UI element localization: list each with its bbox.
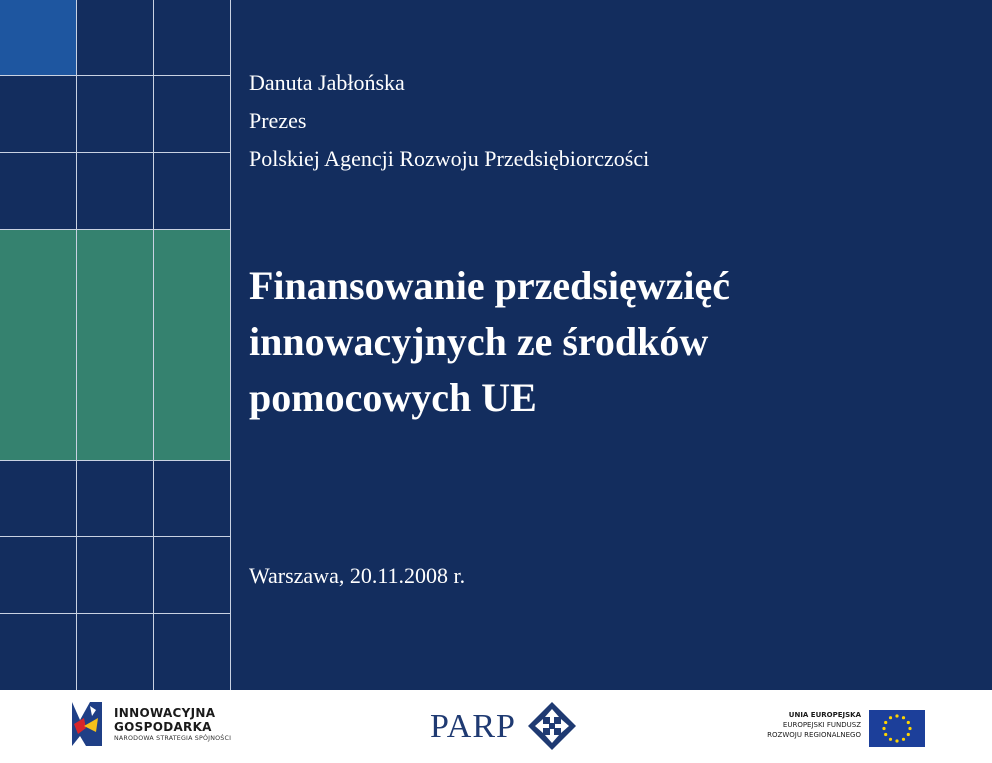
grid-line: [0, 75, 231, 76]
eu-flag-icon: [869, 710, 925, 747]
ig-logo-icon: [70, 700, 104, 748]
author-block: [249, 64, 649, 178]
parp-arrows-icon: [526, 700, 578, 752]
grid-line: [0, 229, 231, 230]
ig-logo-line3: NARODOWA STRATEGIA SPÓJNOŚCI: [114, 735, 232, 742]
slide-title: [249, 258, 949, 426]
title-line: Finansowanie przedsięwzięć: [249, 263, 731, 308]
grid-line: [0, 613, 231, 614]
grid-line: [0, 460, 231, 461]
green-accent-block: [0, 230, 231, 460]
title-line: pomocowych UE: [249, 375, 537, 420]
parp-logo: [430, 700, 580, 752]
eu-logo-line3: ROZWOJU REGIONALNEGO: [767, 731, 861, 739]
grid-line: [0, 536, 231, 537]
parp-logo-text: PARP: [430, 708, 516, 745]
innowacyjna-gospodarka-logo: [70, 700, 255, 750]
grid-line: [153, 0, 154, 690]
blue-accent-square: [0, 0, 76, 75]
eu-logo-line2: EUROPEJSKI FUNDUSZ: [782, 721, 861, 729]
ig-logo-line2: GOSPODARKA: [114, 720, 212, 734]
title-line: innowacyjnych ze środków: [249, 319, 709, 364]
eu-logo: [760, 708, 925, 748]
grid-line: [230, 0, 231, 690]
author-position: Prezes: [249, 108, 307, 133]
author-name: Danuta Jabłońska: [249, 70, 405, 95]
grid-line: [0, 152, 231, 153]
grid-line: [76, 0, 77, 690]
ig-logo-line1: INNOWACYJNA: [114, 706, 216, 720]
decorative-grid: [0, 0, 231, 690]
logo-footer: [0, 690, 992, 763]
place-date: Warszawa, 20.11.2008 r.: [249, 563, 466, 588]
author-organization: Polskiej Agencji Rozwoju Przedsiębiorczości: [249, 146, 650, 171]
eu-logo-line1: UNIA EUROPEJSKA: [788, 711, 861, 719]
